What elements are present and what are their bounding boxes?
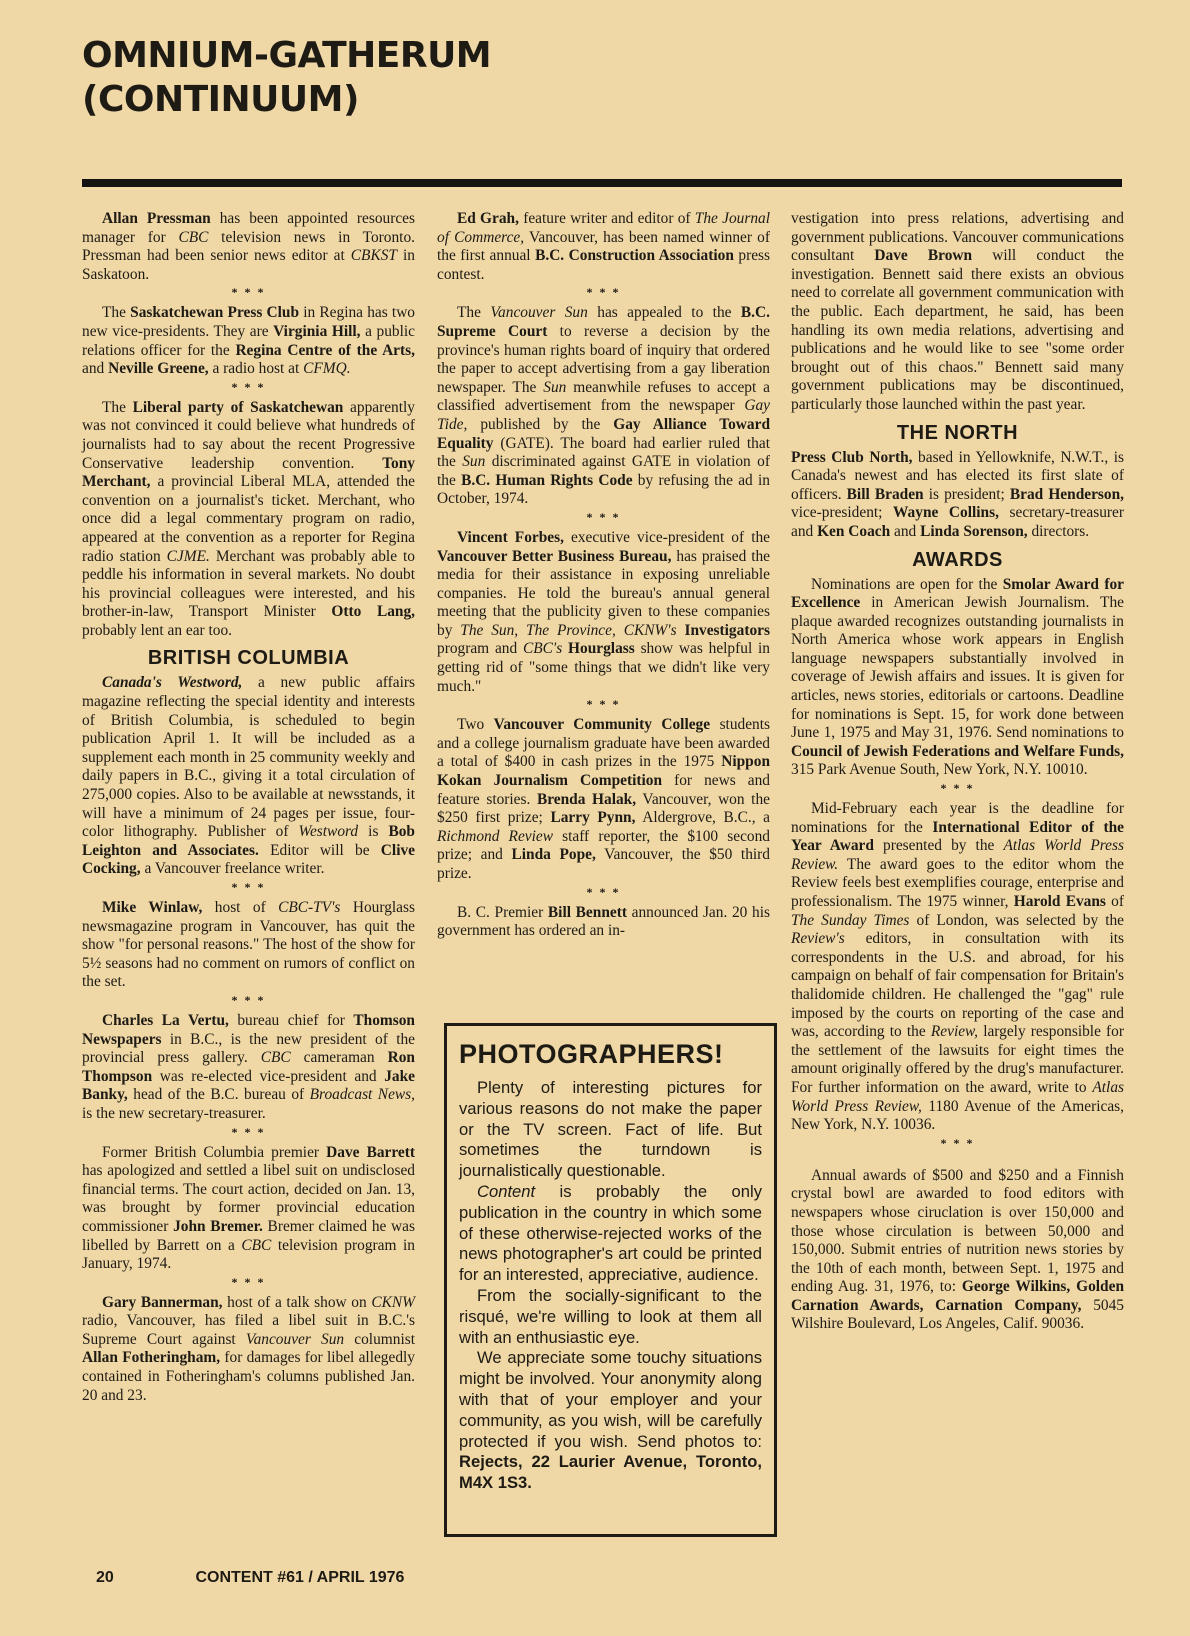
item-grah: Ed Grah, feature writer and editor of The Journal of Commerce, Vancouver, has been named winner of the first annual B.C. Construction Association press contest. bbox=[437, 210, 771, 283]
item-smolar-award: Nominations are open for the Smolar Award for Excellence in American Jewish Journalism. The plaque awarded recognizes outstanding journalists in North America whose work appears in English language newspapers substantially involved in coverage of Jewish affairs and issues. It is given for articles, news stories, editorials or cartoons. Deadline for nominations is Sept. 15, for work done between June 1, 1975 and May 31, 1976. Send nominations to Council of Jewish Federations and Welfare Funds, 315 Park Avenue South, New York, N.Y. 10010. bbox=[791, 575, 1124, 779]
item-bannerman: Gary Bannerman, host of a talk show on CKNW radio, Vancouver, has filed a libel suit in B.C.'s Supreme Court against Vancouver Sun columnist Allan Fotheringham, for damages for libel allegedly contained in Fotheringham's columns published Jan. 20 and 23. bbox=[82, 1293, 415, 1404]
page-footer bbox=[96, 1568, 796, 1588]
item-vcc-students: Two Vancouver Community College students and a college journalism graduate have been awarded a total of $400 in cash prizes in the 1975 Nippon Kokan Journalism Competition for news and feature stories. Brenda Halak, Vancouver, won the $250 first prize; Larry Pynn, Aldergrove, B.C., a Richmond Review staff reporter, the $100 second prize; and Linda Pope, Vancouver, the $50 third prize. bbox=[437, 716, 771, 882]
separator: * * * bbox=[231, 1274, 266, 1289]
masthead bbox=[82, 34, 982, 122]
masthead-line-1: OMNIUM-GATHERUM bbox=[82, 35, 492, 76]
masthead-line-2: (CONTINUUM) bbox=[82, 79, 359, 120]
ad-paragraph: Plenty of interesting pictures for various reasons do not make the paper or the TV screen. Fact of life. But sometimes the turndown is journalistically questionable. bbox=[459, 1078, 762, 1181]
section-heading-awards: AWARDS bbox=[912, 548, 1003, 571]
separator: * * * bbox=[231, 379, 266, 394]
column-3 bbox=[791, 210, 1124, 1334]
page-number: 20 bbox=[96, 1569, 114, 1586]
item-sask-press-club: The Saskatchewan Press Club in Regina has two new vice-presidents. They are Virginia Hill, a public relations officer for the Regina Centre of the Arts, and Neville Greene, a radio host at CFMQ. bbox=[82, 304, 415, 378]
separator: * * * bbox=[940, 781, 975, 796]
separator: * * * bbox=[231, 1124, 266, 1139]
issue-label: CONTENT #61 / APRIL 1976 bbox=[195, 1569, 405, 1586]
column-2 bbox=[437, 210, 770, 941]
column-1 bbox=[82, 210, 415, 1405]
item-barrett: Former British Columbia premier Dave Barrett has apologized and settled a libel suit on undisclosed financial terms. The court action, decided on Jan. 13, was brought by former provincial education commissioner John Bremer. Bremer claimed he was libelled by Barrett on a CBC television program in January, 1974. bbox=[82, 1143, 415, 1273]
ad-paragraph: Content is probably the only publication in the country in which some of these otherwise-rejected works of the news photographer's art could be printed for an interested, appreciative, audience. bbox=[459, 1181, 762, 1285]
item-press-club-north: Press Club North, based in Yellowknife, N.W.T., is Canada's newest and has elected its first slate of officers. Bill Braden is president; Brad Henderson, vice-president; Wayne Collins, secretary-treasurer and Ken Coach and Linda Sorenson, directors. bbox=[791, 448, 1125, 540]
photographers-ad-box bbox=[444, 1023, 777, 1537]
item-pressman: Allan Pressman has been appointed resources manager for CBC television news in Toronto. Pressman had been senior news editor at CBKST in Saskatoon. bbox=[82, 210, 415, 283]
ad-paragraph: We appreciate some touchy situations might be involved. Your anonymity along with that of your employer and your community, as you wish, will be carefully protected if you wish. Send photos to: Rejects, 22 Laurier Avenue, Toronto, M4X 1S3. bbox=[459, 1348, 762, 1493]
separator: * * * bbox=[586, 285, 621, 300]
heavy-rule bbox=[82, 179, 1122, 187]
separator: * * * bbox=[231, 285, 266, 300]
separator: * * * bbox=[940, 1135, 975, 1150]
ad-title: PHOTOGRAPHERS! bbox=[459, 1039, 724, 1069]
section-heading-north: THE NORTH bbox=[896, 421, 1019, 444]
item-forbes: Vincent Forbes, executive vice-president of the Vancouver Better Business Bureau, has praised the media for their assistance in exposing unreliable companies. He told the bureau's annual general meeting that the publicity given to these companies by The Sun, The Province, CKNW's Investigators program and CBC's Hourglass show was helpful in getting rid of "some things that we didn't like very much." bbox=[437, 528, 771, 695]
item-bennett-continued: vestigation into press relations, advertising and government publications. Vancouver communications consultant Dave Brown will conduct the investigation. Bennett said there exists an obvious need to correlate all government communication with the public. Each department, he said, has been handling its own media relations, advertising and publications and he would like to see "some order brought out of this chaos." Bennett said many government publications may be discontinued, particularly those launched within the past year. bbox=[791, 210, 1125, 413]
section-heading-bc: BRITISH COLUMBIA bbox=[147, 647, 350, 670]
separator: * * * bbox=[231, 992, 266, 1007]
separator: * * * bbox=[586, 697, 621, 712]
item-bennett: B. C. Premier Bill Bennett announced Jan. 20 his government has ordered an in- bbox=[437, 903, 770, 940]
item-editor-of-year: Mid-February each year is the deadline for nominations for the International Editor of the Year Award presented by the Atlas World Press Review. The award goes to the editor whom the Review feels best exemplifies courage, enterprise and professionalism. The 1975 winner, Harold Evans of The Sunday Times of London, was selected by the Review's editors, in consultation with its correspondents in the U.S. and abroad, for his campaign on behalf of fair compensation for Britain's thalidomide children. He challenged the "gag" rule imposed by the courts on reporting of the case and was, according to the Review, largely responsible for the settlement of the lawsuits for eight times the amount originally offered by the drug's manufacturer. For further information on the award, write to Atlas World Press Review, 1180 Avenue of the Americas, New York, N.Y. 10036. bbox=[791, 800, 1125, 1134]
separator: * * * bbox=[586, 509, 621, 524]
item-liberal-party: The Liberal party of Saskatchewan apparently was not convinced it could believe what hundreds of journalists had to say about the recent Progressive Conservative leadership convention. Tony Merchant, a provincial Liberal MLA, attended the convention on a journalist's ticket. Merchant, who once did a legal commentary program on radio, appeared at the convention as a reporter for Regina radio station CJME. Merchant was probably able to peddle his information in several markets. No doubt his provincial colleagues were interested, and his brother-in-law, Transport Minister Otto Lang, probably lent an ear too. bbox=[82, 398, 416, 639]
separator: * * * bbox=[586, 884, 621, 899]
item-winlaw: Mike Winlaw, host of CBC-TV's Hourglass newsmagazine program in Vancouver, has quit the show "for personal reasons." The host of the show for 5½ seasons had no comment on rumors of conflict on the set. bbox=[82, 899, 415, 991]
item-la-vertu: Charles La Vertu, bureau chief for Thomson Newspapers in B.C., is the new president of the provincial press gallery. CBC cameraman Ron Thompson was re-elected vice-president and Jake Banky, head of the B.C. bureau of Broadcast News, is the new secretary-treasurer. bbox=[82, 1011, 416, 1122]
ad-paragraph: From the socially-significant to the risqué, we're willing to look at them all with an enthusiastic eye. bbox=[459, 1285, 762, 1347]
item-food-editors: Annual awards of $500 and $250 and a Finnish crystal bowl are awarded to food editors with newspapers whose ciruclation is over 150,000 and those whose circulation is between 50,000 and 150,000. Submit entries of nutrition news stories by the 10th of each month, between Sept. 1, 1975 and ending Aug. 31, 1976, to: George Wilkins, Golden Carnation Awards, Carnation Company, 5045 Wilshire Boulevard, Los Angeles, Calif. 90036. bbox=[791, 1166, 1125, 1333]
item-westword: Canada's Westword, a new public affairs magazine reflecting the special identity and interests of British Columbia, is scheduled to begin publication April 1. It will be included as a supplement each month in 25 community weekly and daily papers in B.C., giving it a total circulation of 275,000 copies. Also to be available at newsstands, it will have a minimum of 24 pages per issue, four-color lithography. Publisher of Westword is Bob Leighton and Associates. Editor will be Clive Cocking, a Vancouver freelance writer. bbox=[82, 674, 415, 878]
item-vancouver-sun: The Vancouver Sun has appealed to the B.C. Supreme Court to reverse a decision by the province's human rights board of inquiry that ordered the paper to accept advertising from a gay liberation newspaper. The Sun meanwhile refuses to accept a classified advertisement from the newspaper Gay Tide, published by the Gay Alliance Toward Equality (GATE). The board had earlier ruled that the Sun discriminated against GATE in violation of the B.C. Human Rights Code by refusing the ad in October, 1974. bbox=[437, 304, 771, 508]
separator: * * * bbox=[231, 880, 266, 894]
